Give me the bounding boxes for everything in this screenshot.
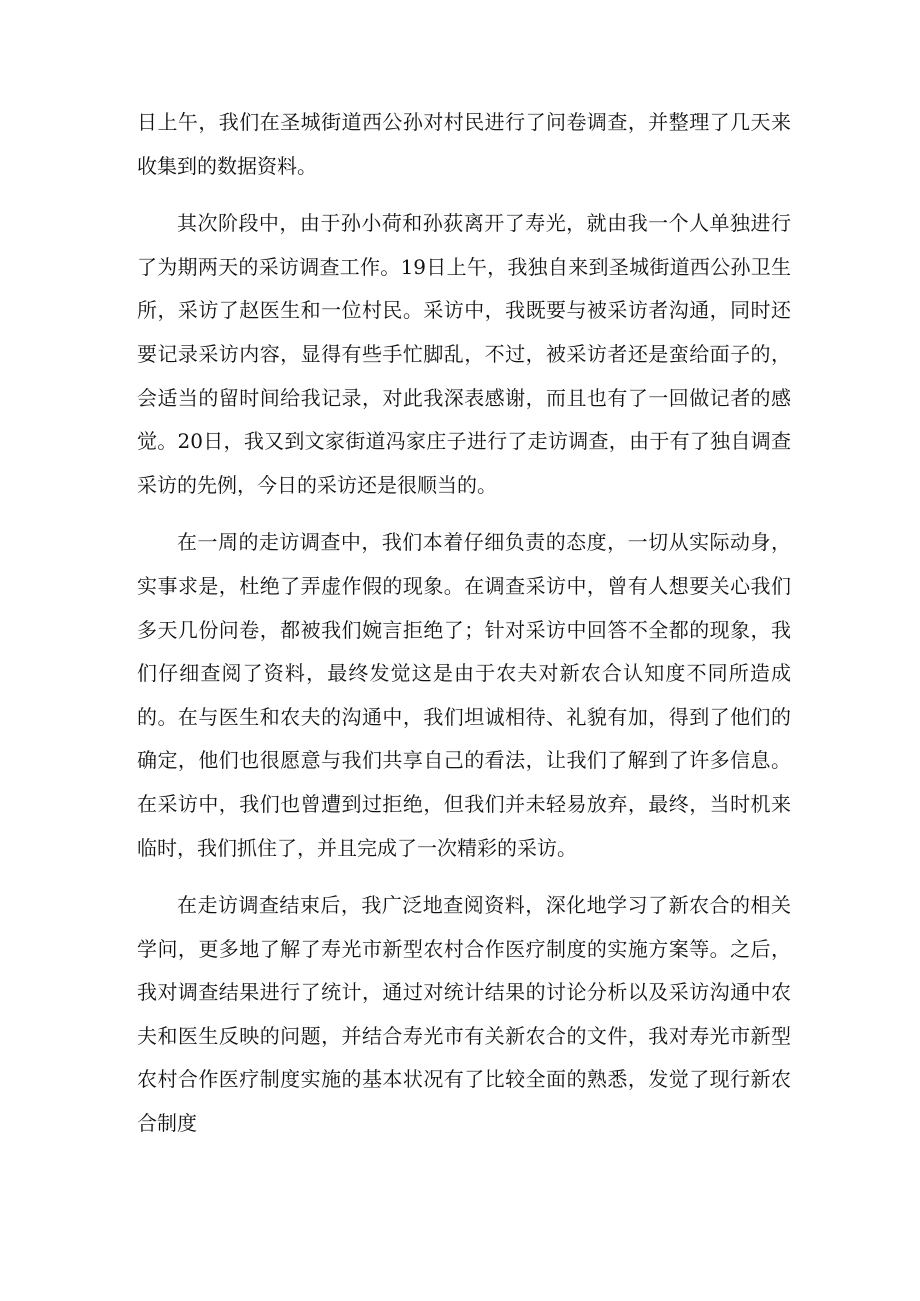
- paragraph-week-survey: 在一周的走访调查中，我们本着仔细负责的态度，一切从实际动身，实事求是，杜绝了弄虚作假的现象。在调查采访中，曾有人想要关心我们多天几份问卷，都被我们婉言拒绝了；针对采访中回答不全都的现象，我们仔细查阅了资料，最终发觉这是由于农夫对新农合认知度不同所造成的。在与医生和农夫的沟通中，我们坦诚相待、礼貌有加，得到了他们的确定，他们也很愿意与我们共享自己的看法，让我们了解到了许多信息。在采访中，我们也曾遭到过拒绝，但我们并未轻易放弃，最终，当时机来临时，我们抓住了，并且完成了一次精彩的采访。: [137, 530, 791, 860]
- document-body: [137, 101, 791, 1146]
- paragraph-continuation: 日上午，我们在圣城街道西公孙对村民进行了问卷调查，并整理了几天来收集到的数据资料。: [137, 110, 791, 178]
- paragraph-after-survey: 在走访调查结束后，我广泛地查阅资料，深化地学习了新农合的相关学问，更多地了解了寿光市新型农村合作医疗制度的实施方案等。之后，我对调查结果进行了统计，通过对统计结果的讨论分析以及采访沟通中农夫和医生反映的问题，并结合寿光市有关新农合的文件，我对寿光市新型农村合作医疗制度实施的基本状况有了比较全面的熟悉，发觉了现行新农合制度: [137, 893, 791, 1136]
- paragraph-second-stage: 其次阶段中，由于孙小荷和孙荻离开了寿光，就由我一个人单独进行了为期两天的采访调查工作。19日上午，我独自来到圣城街道西公孙卫生所，采访了赵医生和一位村民。采访中，我既要与被采访者沟通，同时还要记录采访内容，显得有些手忙脚乱，不过，被采访者还是蛮给面子的，会适当的留时间给我记录，对此我深表感谢，而且也有了一回做记者的感觉。20日，我又到文家街道冯家庄子进行了走访调查，由于有了独自调查采访的先例，今日的采访还是很顺当的。: [137, 211, 791, 497]
